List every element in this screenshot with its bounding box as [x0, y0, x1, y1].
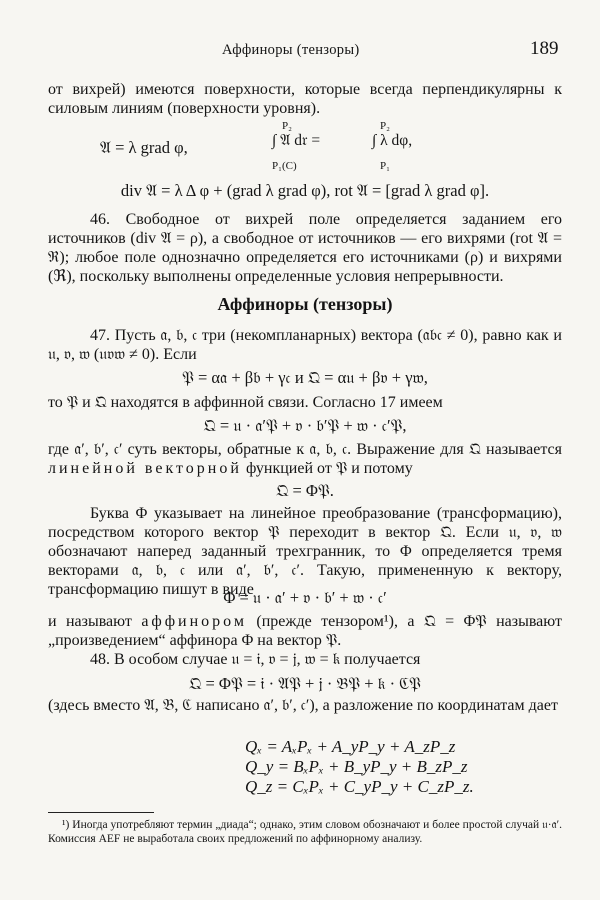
int1-lower-limit: P₁(C): [272, 160, 297, 172]
eq-Q-ijk: 𝔔 = Φ𝔓 = 𝔦 · 𝔄𝔓 + 𝔧 · 𝔅𝔓 + 𝔨 · ℭ𝔓: [189, 674, 421, 693]
int2-body: ∫ λ dφ,: [372, 132, 413, 149]
paragraph-47: 47. Пусть 𝔞, 𝔟, 𝔠 три (некомпланарных) вектора (𝔞𝔟𝔠 ≠ 0), равно как и 𝔲, 𝔳, 𝔴 (𝔲𝔳𝔴 ≠ 0). Если: [48, 327, 562, 363]
paragraph-48: 48. В особом случае 𝔲 = 𝔦, 𝔳 = 𝔧, 𝔴 = 𝔨 получается: [90, 651, 421, 668]
eq-P-Q: 𝔓 = α𝔞 + β𝔟 + γ𝔠 и 𝔔 = α𝔲 + β𝔳 + γ𝔴,: [182, 368, 428, 387]
eq-Qz: Q_z = CₓPₓ + C_yP_y + C_zP_z.: [245, 777, 474, 796]
paragraph-47-affine: то 𝔓 и 𝔔 находятся в аффинной связи. Согласно 17 имеем: [48, 394, 443, 411]
paragraph-48-coords: (здесь вместо 𝔄, 𝔅, ℭ написано 𝔞′, 𝔟′, 𝔠′), а разложение по координатам дает: [48, 697, 558, 714]
paragraph-47-affinor: [48, 612, 562, 650]
text-part: функцией от 𝔓 и потому: [241, 460, 413, 477]
paragraph-47-reciprocal: [48, 440, 562, 478]
text-part: где 𝔞′, 𝔟′, 𝔠′ суть векторы, обратные к 𝔞, 𝔟, 𝔠. Выражение для 𝔔 называется: [48, 441, 562, 458]
text-part: и называют: [48, 613, 142, 630]
int2-upper-limit: P₂: [380, 120, 390, 132]
int2-lower-limit: P₁: [380, 160, 390, 172]
text-part: (прежде тензором¹), а 𝔔 = Φ𝔓 называют „произведением“ аффинора Φ на вектор 𝔓.: [48, 613, 562, 649]
eq-Phi-definition: Φ = 𝔲 · 𝔞′ + 𝔳 · 𝔟′ + 𝔴 · 𝔠′: [223, 588, 387, 607]
eq-Qy: Q_y = BₓPₓ + B_yP_y + B_zP_z: [245, 757, 468, 776]
paragraph-46: 46. Свободное от вихрей поле определяется заданием его источников (div 𝔄 = ρ), а свободное от источников — его вихрями (rot 𝔄 = ℜ); любое поле однозначно определяется его источниками (ρ) и вихрями (ℜ), поскольку выполнены определенные условия непрерывности.: [48, 211, 562, 285]
eq-div-rot: div 𝔄 = λ Δ φ + (grad λ grad φ), rot 𝔄 = [grad λ grad φ].: [120, 181, 490, 200]
footnote: ¹) Иногда употребляют термин „диада“; однако, этим словом обозначают и более простой случай 𝔲·𝔞′. Комиссия AEF не выработала своих предложений по аффинорному анализу.: [48, 819, 562, 845]
running-header: [0, 28, 600, 58]
int1-body: ∫ 𝔄 d𝔯 =: [272, 132, 321, 149]
spaced-term: линейной векторной: [48, 460, 242, 477]
eq-Q-Phi-P: 𝔔 = Φ𝔓.: [276, 481, 334, 500]
running-title: Аффиноры (тензоры): [222, 42, 360, 58]
page-number: 189: [530, 38, 559, 59]
eq-Q-expansion: 𝔔 = 𝔲 · 𝔞′𝔓 + 𝔳 · 𝔟′𝔓 + 𝔴 · 𝔠′𝔓,: [203, 416, 407, 435]
int1-upper-limit: P₂: [282, 120, 292, 132]
footnote-rule: [48, 812, 154, 813]
eq-Qx: Qₓ = AₓPₓ + A_yP_y + A_zP_z: [245, 737, 456, 756]
spaced-term: аффинором: [141, 613, 247, 630]
section-title: Аффиноры (тензоры): [217, 294, 393, 314]
eq-gradient: 𝔄 = λ grad φ,: [100, 138, 188, 157]
paragraph-47-transformation: Буква Φ указывает на линейное преобразование (трансформацию), посредством которого вектор 𝔓 переходит в вектор 𝔔. Если 𝔲, 𝔳, 𝔴 обозначают наперед заданный трехгранник, то Φ определяется тремя векторами 𝔞, 𝔟, 𝔠 или 𝔞′, 𝔟′, 𝔠′. Такую, примененную к вектору, трансформацию пишут в виде: [48, 505, 562, 598]
intro-paragraph: от вихрей) имеются поверхности, которые всегда перпендикулярны к силовым линиям (поверхности уровня).: [48, 81, 562, 117]
